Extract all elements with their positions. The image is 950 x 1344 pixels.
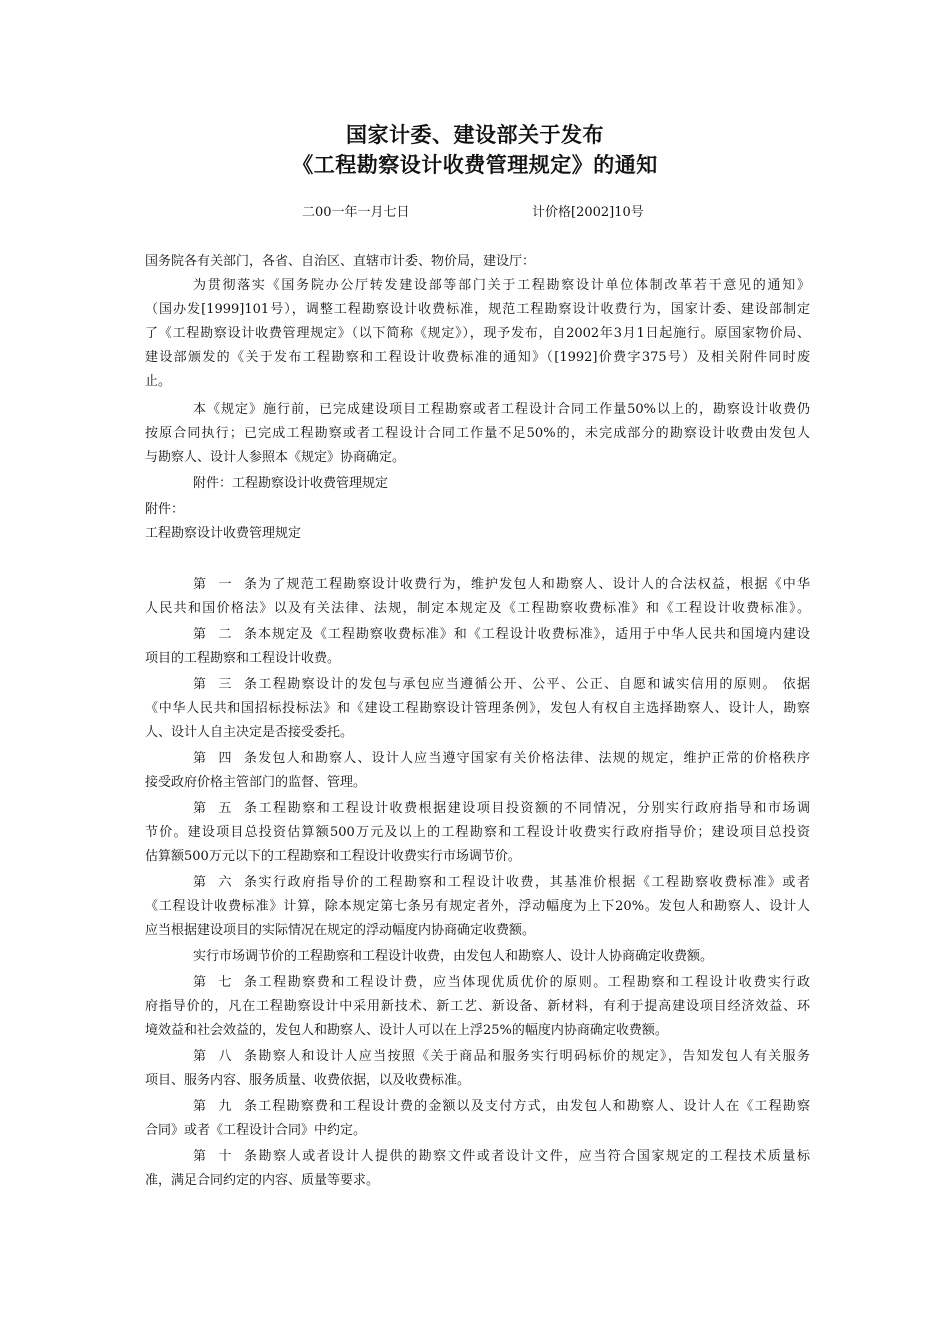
attachment-reference: 附件：工程勘察设计收费管理规定 (193, 476, 389, 491)
article-line: 人民共和国价格法》以及有关法律、法规，制定本规定及《工程勘察收费标准》和《工程设计收费标准》。 (145, 601, 810, 616)
article-line: 第十条勘察人或者设计人提供的勘察文件或者设计文件，应当符合国家规定的工程技术质量标 (193, 1145, 810, 1169)
article-label: 第八条 (193, 1049, 257, 1064)
article-line: 第二条本规定及《工程勘察收费标准》和《工程设计收费标准》，适用于中华人民共和国境内建设 (193, 623, 810, 647)
article-line: 第九条工程勘察费和工程设计费的金额以及支付方式，由发包人和勘察人、设计人在《工程勘察 (193, 1095, 810, 1119)
article-line: 接受政府价格主管部门的监督、管理。 (145, 775, 367, 790)
document-title-line2: 《工程勘察设计收费管理规定》的通知 (292, 153, 658, 177)
paragraph-line: 与勘察人、设计人参照本《规定》协商确定。 (145, 450, 406, 465)
article-line: 应当根据建设项目的实际情况在规定的浮动幅度内协商确定收费额。 (145, 923, 536, 938)
article-line: 第一条为了规范工程勘察设计收费行为，维护发包人和勘察人、设计人的合法权益，根据《中华 (193, 573, 810, 597)
article-label: 第十条 (193, 1149, 257, 1164)
addressee: 国务院各有关部门，各省、自治区、直辖市计委、物价局，建设厅： (145, 254, 536, 269)
paragraph-line: 按原合同执行；已完成工程勘察或者工程设计合同工作量不足50%的，未完成部分的勘察设计收费由发包人 (145, 426, 810, 441)
article-label: 第七条 (193, 975, 257, 990)
article-label: 第四条 (193, 751, 257, 766)
attachment-label: 附件： (145, 502, 185, 517)
article-line: 第八条勘察人和设计人应当按照《关于商品和服务实行明码标价的规定》，告知发包人有关服务 (193, 1045, 810, 1069)
article-line: 准，满足合同约定的内容、质量等要求。 (145, 1173, 380, 1188)
article-line: 第七条工程勘察费和工程设计费，应当体现优质优价的原则。工程勘察和工程设计收费实行政 (193, 971, 810, 995)
attachment-title: 工程勘察设计收费管理规定 (145, 526, 302, 541)
article-line: 《工程设计收费标准》计算，除本规定第七条另有规定者外，浮动幅度为上下20%。发包人和勘察人、设计人 (145, 899, 810, 914)
article-label: 第五条 (193, 801, 257, 816)
article-line: 第三条工程勘察设计的发包与承包应当遵循公开、公平、公正、自愿和诚实信用的原则。 依据 (193, 673, 810, 697)
issue-date: 二00一年一月七日 (302, 205, 410, 220)
paragraph-line: 本《规定》施行前，已完成建设项目工程勘察或者工程设计合同工作量50%以上的，勘察设计收费仍 (193, 402, 810, 417)
document-number: 计价格[2002]10号 (532, 205, 644, 220)
paragraph-line: （国办发[1999]101号），调整工程勘察设计收费标准，规范工程勘察设计收费行为，国家计委、建设部制定 (145, 302, 810, 317)
article-label: 第二条 (193, 627, 257, 642)
article-line: 项目、服务内容、服务质量、收费依据，以及收费标准。 (145, 1073, 471, 1088)
article-line: 《中华人民共和国招标投标法》和《建设工程勘察设计管理条例》，发包人有权自主选择勘察人、设计人，勘察 (145, 701, 810, 716)
paragraph-line: 了《工程勘察设计收费管理规定》（以下简称《规定》），现予发布，自2002年3月1日起施行。原国家物价局、 (145, 326, 810, 341)
paragraph-line: 止。 (145, 374, 172, 389)
article-line: 合同》或者《工程设计合同》中约定。 (145, 1123, 367, 1138)
paragraph-line: 建设部颁发的《关于发布工程勘察和工程设计收费标准的通知》（[1992]价费字375号）及相关附件同时废 (145, 350, 810, 365)
article-line: 境效益和社会效益的，发包人和勘察人、设计人可以在上浮25%的幅度内协商确定收费额。 (145, 1023, 668, 1038)
article-line: 人、设计人自主决定是否接受委托。 (145, 725, 354, 740)
article-line: 第六条实行政府指导价的工程勘察和工程设计收费，其基准价根据《工程勘察收费标准》或者 (193, 871, 810, 895)
article-line: 第四条发包人和勘察人、设计人应当遵守国家有关价格法律、法规的规定，维护正常的价格秩序 (193, 747, 810, 771)
article-label: 第三条 (193, 677, 257, 692)
article-label: 第九条 (193, 1099, 257, 1114)
article-line: 估算额500万元以下的工程勘察和工程设计收费实行市场调节价。 (145, 849, 521, 864)
article-line: 府指导价的，凡在工程勘察设计中采用新技术、新工艺、新设备、新材料，有利于提高建设项目经济效益、环 (145, 999, 810, 1014)
document-title-line1: 国家计委、建设部关于发布 (346, 123, 604, 147)
article-line: 项目的工程勘察和工程设计收费。 (145, 651, 341, 666)
article-label: 第六条 (193, 875, 257, 890)
article-line: 实行市场调节价的工程勘察和工程设计收费，由发包人和勘察人、设计人协商确定收费额。 (193, 949, 714, 964)
paragraph-line: 为贯彻落实《国务院办公厅转发建设部等部门关于工程勘察设计单位体制改革若干意见的通知》 (193, 278, 810, 293)
article-line: 节价。建设项目总投资估算额500万元及以上的工程勘察和工程设计收费实行政府指导价；建设项目总投资 (145, 825, 810, 840)
article-line: 第五条工程勘察和工程设计收费根据建设项目投资额的不同情况，分别实行政府指导和市场调 (193, 797, 810, 821)
article-label: 第一条 (193, 577, 257, 592)
